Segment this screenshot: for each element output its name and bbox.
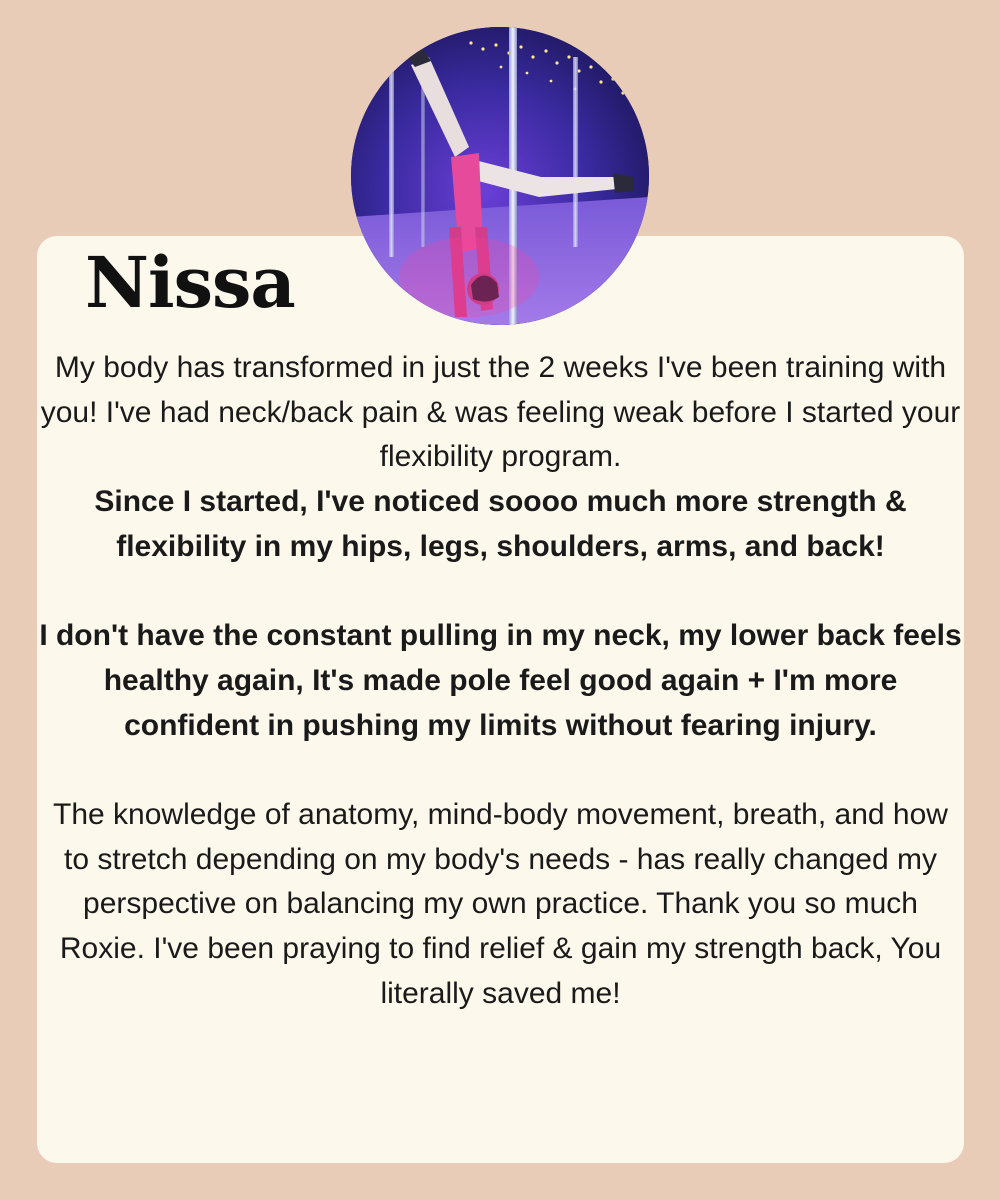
testimonial-paragraph-2: Since I started, I've noticed soooo much more strength & flexibility in my hips, legs, shoulders, arms, and back! xyxy=(94,485,907,563)
testimonial-paragraph-4: The knowledge of anatomy, mind-body movement, breath, and how to stretch depending on my body's needs - has really changed my perspective on balancing my own practice. Thank you so much Roxie. I've been praying to find relief & gain my strength back, You literally saved me! xyxy=(53,798,948,1010)
testimonial-text xyxy=(37,346,964,1017)
paragraph-spacer xyxy=(37,748,964,793)
pole-dancer-handstand-photo xyxy=(351,27,649,325)
testimonial-paragraph-1: My body has transformed in just the 2 weeks I've been training with you! I've had neck/back pain & was feeling weak before I started your flexibility program. xyxy=(40,351,961,474)
reviewer-name: Nissa xyxy=(85,241,295,324)
testimonial-paragraph-3: I don't have the constant pulling in my neck, my lower back feels healthy again, It's made pole feel good again + I'm more confident in pushing my limits without fearing injury. xyxy=(39,619,962,742)
testimonial-card xyxy=(37,236,964,1163)
paragraph-spacer xyxy=(37,570,964,615)
